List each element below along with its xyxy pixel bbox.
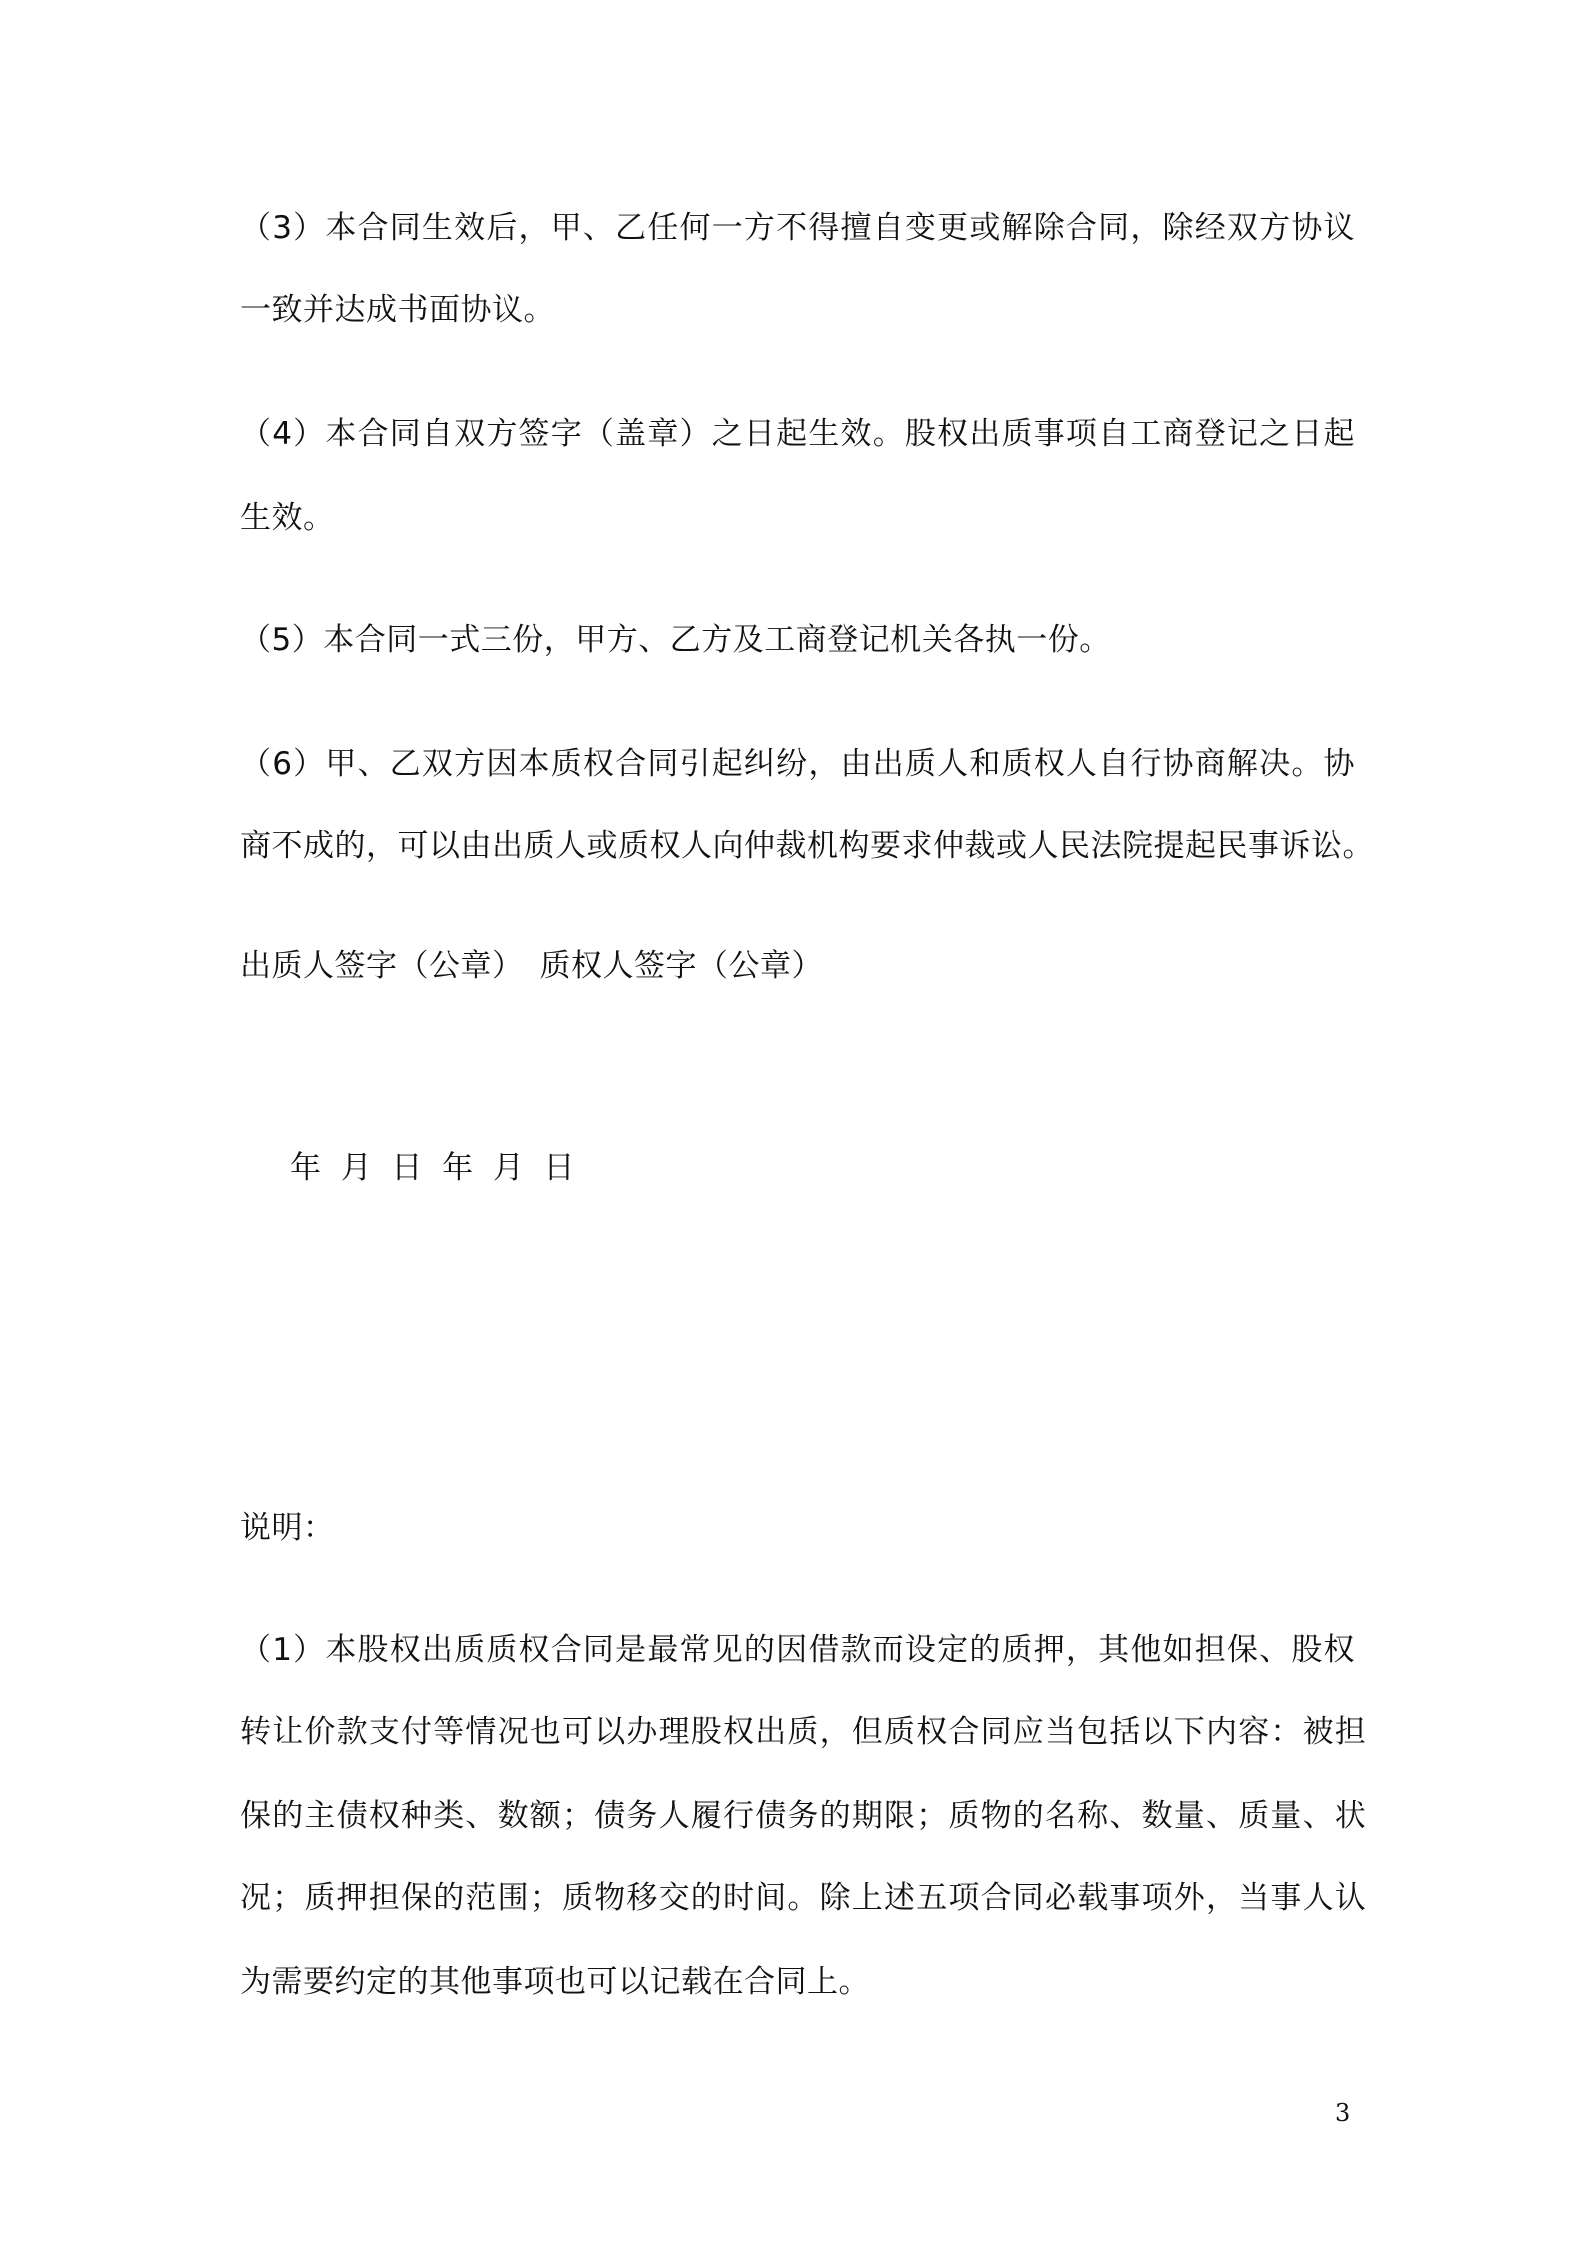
clause-3-line-2: 一致并达成书面协议。	[240, 292, 555, 328]
note-1-line-3: 保的主债权种类、数额；债务人履行债务的期限；质物的名称、数量、质量、状	[240, 1798, 1367, 1834]
note-1-line-2: 转让价款支付等情况也可以办理股权出质，但质权合同应当包括以下内容：被担	[240, 1714, 1367, 1750]
clause-4-line-2: 生效。	[240, 500, 335, 536]
date-line: 年 月 日 年 月 日	[290, 1150, 575, 1186]
clause-3-line-1: （3）本合同生效后，甲、乙任何一方不得擅自变更或解除合同，除经双方协议	[240, 210, 1356, 246]
clause-6-line-2: 商不成的，可以由出质人或质权人向仲裁机构要求仲裁或人民法院提起民事诉讼。	[240, 828, 1374, 864]
clause-5-line-1: （5）本合同一式三份，甲方、乙方及工商登记机关各执一份。	[240, 622, 1111, 658]
note-1-line-5: 为需要约定的其他事项也可以记载在合同上。	[240, 1964, 870, 2000]
clause-4-line-1: （4）本合同自双方签字（盖章）之日起生效。股权出质事项自工商登记之日起	[240, 416, 1356, 452]
signature-line: 出质人签字（公章） 质权人签字（公章）	[240, 948, 823, 984]
clause-6-line-1: （6）甲、乙双方因本质权合同引起纠纷，由出质人和质权人自行协商解决。协	[240, 746, 1356, 782]
notes-title: 说明：	[240, 1510, 335, 1546]
note-1-line-4: 况；质押担保的范围；质物移交的时间。除上述五项合同必载事项外，当事人认	[240, 1880, 1367, 1916]
page-number: 3	[1335, 2099, 1351, 2127]
note-1-line-1: （1）本股权出质质权合同是最常见的因借款而设定的质押，其他如担保、股权	[240, 1632, 1356, 1668]
